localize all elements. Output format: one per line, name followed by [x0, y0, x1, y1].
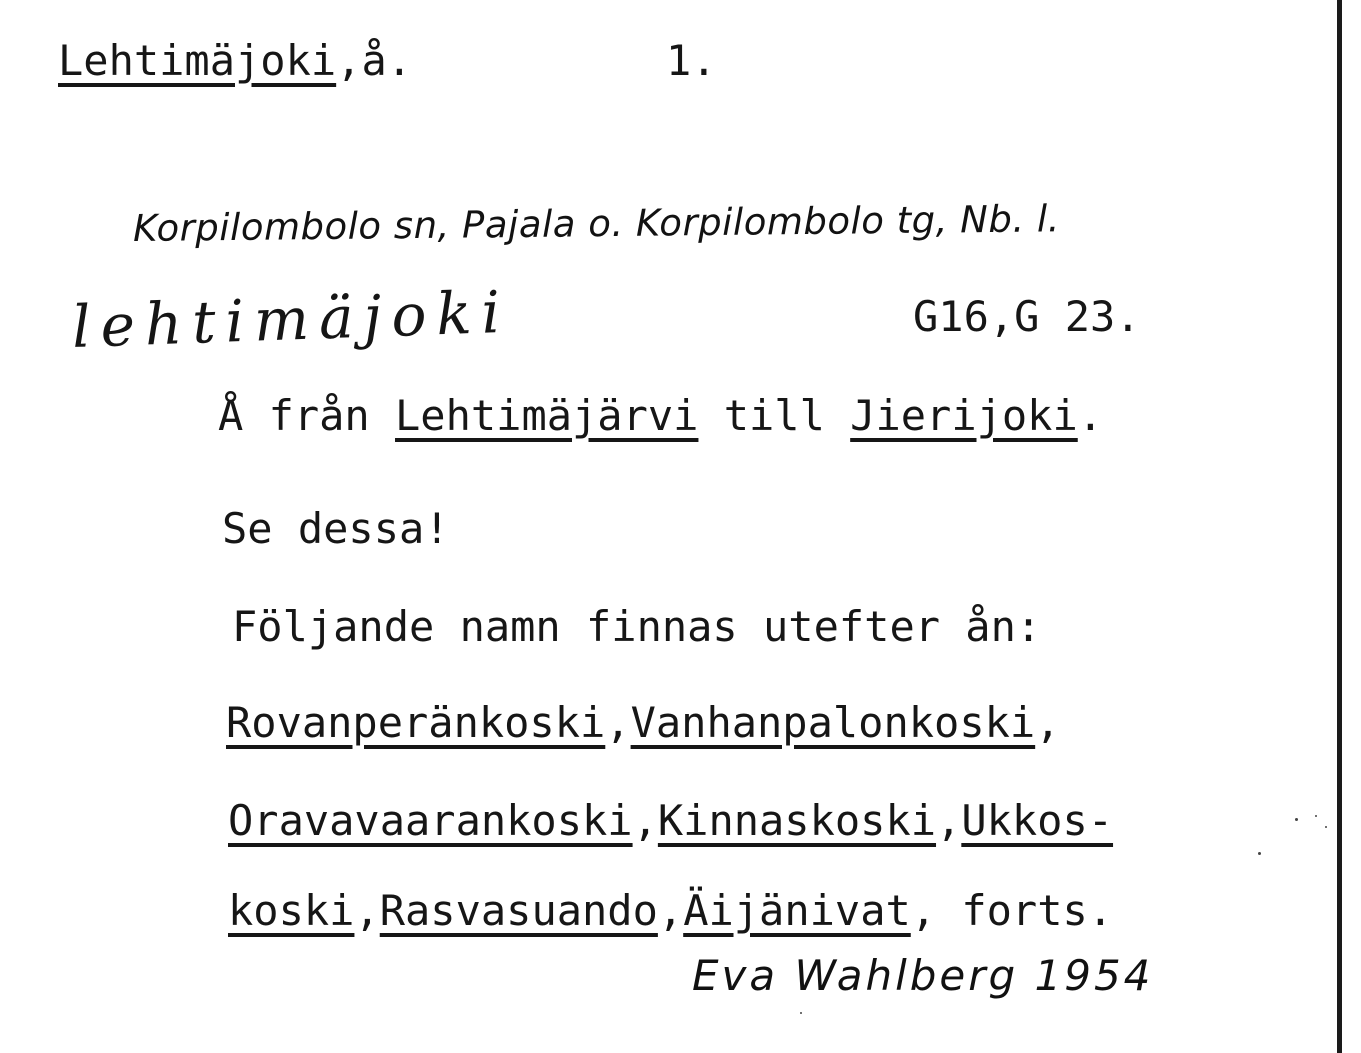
description-end: .: [1077, 391, 1104, 440]
handwritten-name: lehtimäjoki: [70, 277, 512, 361]
names-line-1: [226, 698, 1061, 747]
continued-note: , forts.: [910, 886, 1114, 935]
separator: ,: [354, 886, 380, 935]
names-line-2: [228, 796, 1114, 845]
river-name: Jierijoki: [850, 391, 1078, 440]
place-name: Rovanperänkoski: [226, 698, 606, 747]
scan-speck: [1315, 815, 1317, 817]
description-line: [218, 391, 1104, 440]
description-middle: till: [698, 391, 851, 440]
place-name: Ukkos-: [961, 796, 1114, 845]
scan-speck: [1325, 826, 1327, 828]
scan-speck: [800, 1012, 802, 1014]
card-edge-line: [1337, 0, 1342, 1053]
scan-speck: [1258, 852, 1261, 855]
names-line-3: [228, 886, 1114, 935]
place-name: Kinnaskoski: [657, 796, 937, 845]
place-name: Vanhanpalonkoski: [630, 698, 1036, 747]
place-name: koski: [228, 886, 355, 935]
lake-name: Lehtimäjärvi: [395, 391, 699, 440]
names-intro: Följande namn finnas utefter ån:: [232, 602, 1042, 651]
map-reference: G16,G 23.: [913, 292, 1141, 341]
place-name: Oravavaarankoski: [228, 796, 633, 845]
separator: ,: [605, 698, 631, 747]
card-header: [58, 36, 413, 85]
place-name: Rasvasuando: [379, 886, 658, 935]
scan-speck: [1295, 818, 1298, 821]
card-number: 1.: [666, 36, 717, 85]
separator: ,: [657, 886, 684, 935]
location-stamp: Korpilombolo sn, Pajala o. Korpilombolo tg, Nb. l.: [132, 197, 1061, 250]
separator: ,: [936, 796, 962, 845]
separator: ,: [1035, 698, 1061, 747]
header-suffix: ,å.: [336, 36, 413, 85]
description-prefix: Å från: [218, 391, 396, 440]
separator: ,: [632, 796, 658, 845]
see-note: Se dessa!: [222, 504, 450, 553]
signature: Eva Wahlberg 1954: [692, 951, 1154, 1000]
header-name: Lehtimäjoki: [58, 36, 337, 85]
place-name: Äijänivat: [683, 886, 911, 935]
